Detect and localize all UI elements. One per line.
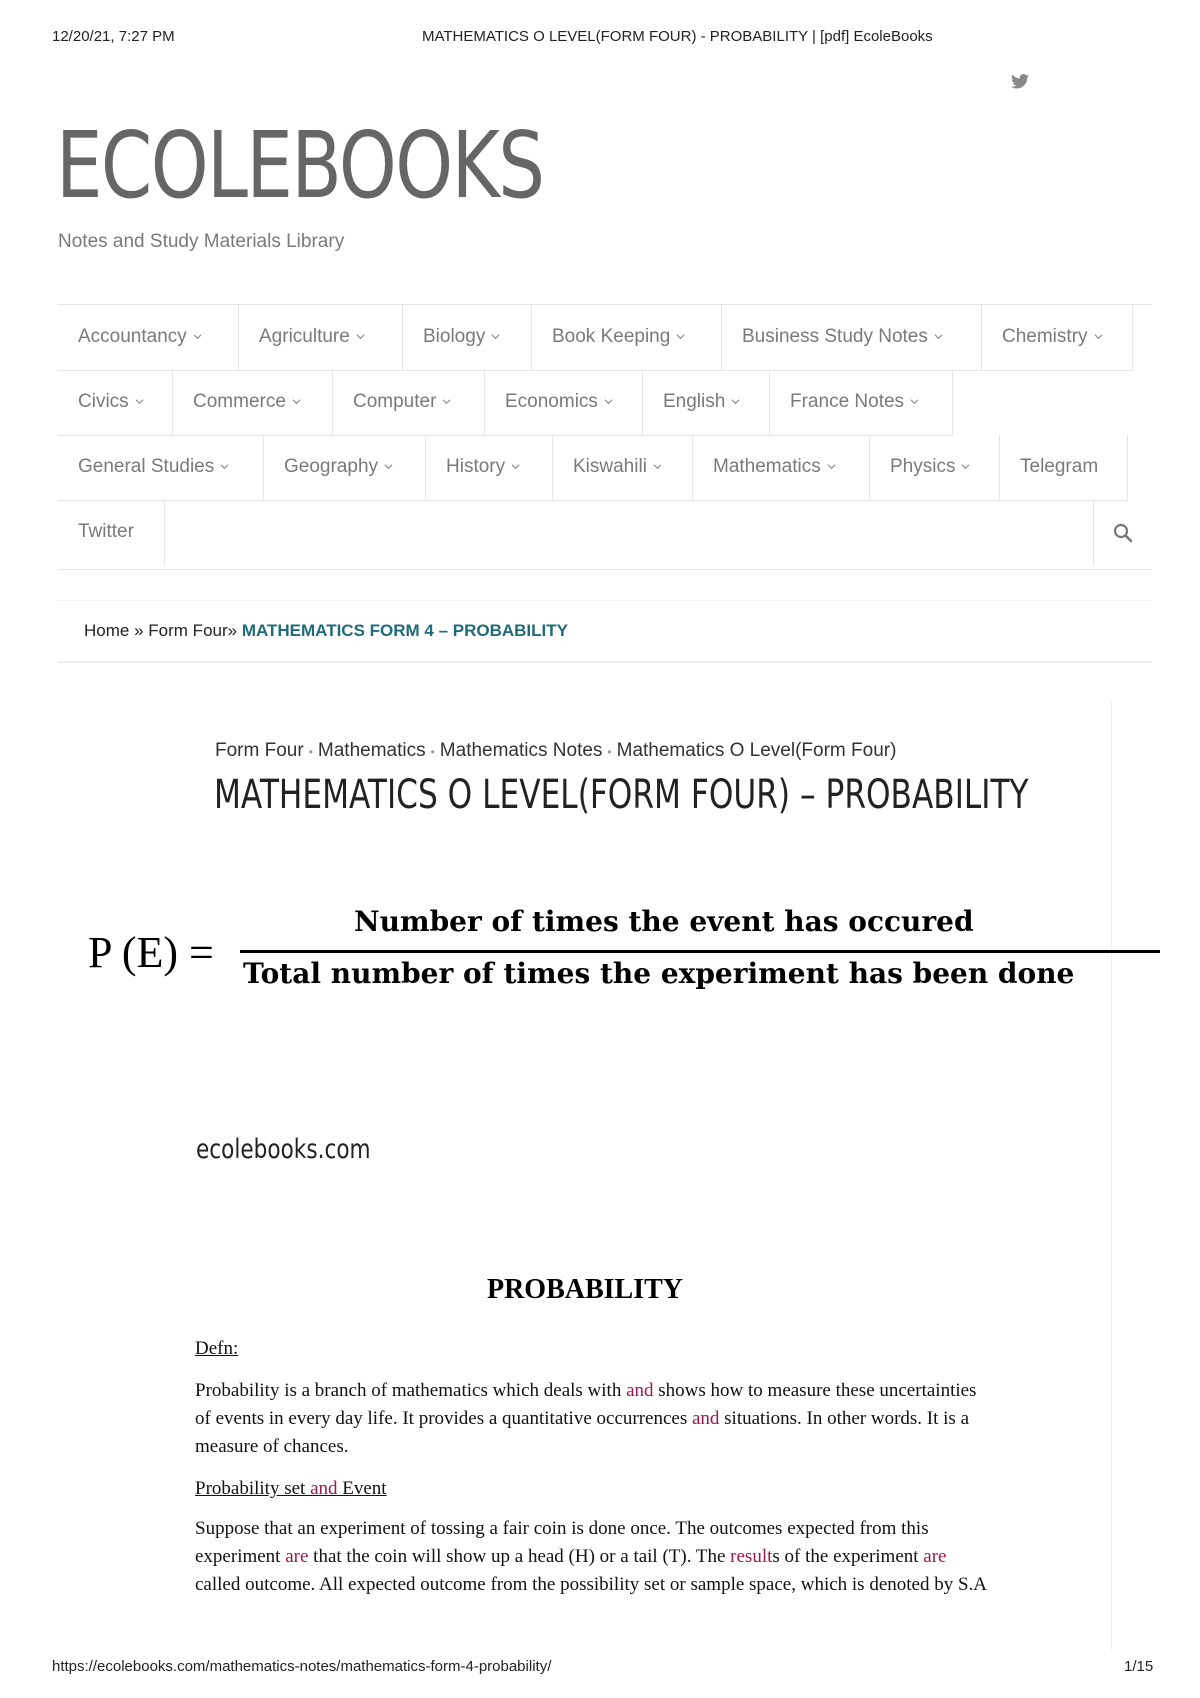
- watermark: ecolebooks.com: [196, 1134, 371, 1165]
- formula-lhs: P (E) =: [88, 928, 214, 977]
- text-run: shows how to measure these uncertainties of events in every day life. It provides a quantitative occurrences: [195, 1380, 977, 1429]
- nav-label: English: [663, 391, 726, 412]
- chevron-down-icon: [961, 462, 970, 471]
- section-title: PROBABILITY: [486, 1274, 684, 1305]
- category-link[interactable]: Form Four: [215, 740, 304, 761]
- nav-label: Twitter: [78, 521, 134, 542]
- nav-item-twitter[interactable]: [58, 500, 165, 565]
- nav-label: Physics: [890, 456, 956, 477]
- nav-item-computer[interactable]: [333, 370, 485, 435]
- nav-item-france-notes[interactable]: [770, 370, 953, 435]
- chevron-down-icon: [491, 332, 500, 341]
- nav-label: Computer: [353, 391, 437, 412]
- twitter-bird-icon: [1011, 74, 1029, 89]
- nav-item-geography[interactable]: [264, 435, 426, 500]
- breadcrumb-form-four[interactable]: Form Four: [148, 621, 228, 640]
- chevron-down-icon: [604, 397, 613, 406]
- nav-label: Book Keeping: [552, 326, 671, 347]
- chevron-down-icon: [511, 462, 520, 471]
- nav-item-accountancy[interactable]: [58, 305, 239, 370]
- nav-label: Commerce: [193, 391, 286, 412]
- chevron-down-icon: [193, 332, 202, 341]
- nav-label: Agriculture: [259, 326, 350, 347]
- formula-denominator: Total number of times the experiment has been done: [243, 957, 1075, 990]
- nav-label: Kiswahili: [573, 456, 647, 477]
- main-navigation: [58, 304, 1152, 570]
- nav-row-2: [58, 370, 953, 436]
- breadcrumb: [84, 621, 568, 641]
- nav-item-chemistry[interactable]: [982, 305, 1133, 370]
- chevron-down-icon: [934, 332, 943, 341]
- post-categories: [215, 740, 896, 762]
- chevron-down-icon: [1094, 332, 1103, 341]
- print-page-number: 1/15: [1124, 1658, 1154, 1675]
- nav-item-english[interactable]: [643, 370, 770, 435]
- nav-label: Economics: [505, 391, 598, 412]
- chevron-down-icon: [442, 397, 451, 406]
- nav-row-3: [58, 435, 1128, 501]
- chevron-down-icon: [653, 462, 662, 471]
- nav-label: Geography: [284, 456, 379, 477]
- chevron-down-icon: [910, 397, 919, 406]
- highlight-link[interactable]: are: [923, 1546, 947, 1567]
- content-divider: [1111, 700, 1112, 1650]
- chevron-down-icon: [384, 462, 393, 471]
- nav-item-business-study-notes[interactable]: [722, 305, 982, 370]
- nav-item-agriculture[interactable]: [239, 305, 403, 370]
- nav-label: General Studies: [78, 456, 215, 477]
- highlight-link[interactable]: and: [310, 1478, 338, 1499]
- text-run: called outcome. All expected outcome from the possibility set or sample space, which is denoted by S.A: [195, 1574, 988, 1595]
- nav-label: France Notes: [790, 391, 905, 412]
- chevron-down-icon: [292, 397, 301, 406]
- fraction-bar: [240, 950, 1160, 953]
- text-run: Event: [337, 1478, 387, 1499]
- category-link[interactable]: Mathematics: [317, 740, 426, 761]
- nav-label: Mathematics: [713, 456, 821, 477]
- category-separator: •: [308, 745, 313, 759]
- highlight-link[interactable]: result: [730, 1546, 773, 1567]
- nav-item-biology[interactable]: [403, 305, 532, 370]
- site-title[interactable]: ECOLEBOOKS: [56, 112, 544, 219]
- nav-label: Civics: [78, 391, 129, 412]
- search-icon: [1113, 523, 1133, 543]
- chevron-down-icon: [135, 397, 144, 406]
- print-page-title: MATHEMATICS O LEVEL(FORM FOUR) - PROBABILITY | [pdf] EcoleBooks: [422, 28, 933, 45]
- definition-paragraph: [195, 1377, 995, 1461]
- post-title: MATHEMATICS O LEVEL(FORM FOUR) – PROBABILITY: [214, 772, 1029, 818]
- highlight-link[interactable]: are: [285, 1546, 309, 1567]
- text-run: Probability is a branch of mathematics which deals with: [195, 1380, 627, 1401]
- nav-label: Business Study Notes: [742, 326, 928, 347]
- text-run: s of the experiment: [772, 1546, 924, 1567]
- text-run: Probability set: [195, 1478, 311, 1499]
- category-separator: •: [607, 745, 612, 759]
- outcome-paragraph: [195, 1515, 995, 1599]
- breadcrumb-home[interactable]: Home: [84, 621, 130, 640]
- breadcrumb-separator: »: [134, 621, 144, 640]
- nav-item-kiswahili[interactable]: [553, 435, 693, 500]
- nav-row-1: [58, 305, 1133, 371]
- nav-item-civics[interactable]: [58, 370, 173, 435]
- breadcrumb-bar: [58, 600, 1152, 663]
- site-tagline: Notes and Study Materials Library: [58, 231, 345, 252]
- twitter-icon[interactable]: [1011, 74, 1031, 92]
- probability-formula: [88, 905, 1088, 1005]
- formula-numerator-text: Number of times the event has occured: [354, 905, 974, 938]
- category-link[interactable]: Mathematics O Level(Form Four): [616, 740, 897, 761]
- search-button[interactable]: [1093, 500, 1152, 565]
- nav-item-economics[interactable]: [485, 370, 643, 435]
- nav-label: Chemistry: [1002, 326, 1088, 347]
- nav-item-commerce[interactable]: [173, 370, 333, 435]
- print-datetime: 12/20/21, 7:27 PM: [52, 28, 175, 45]
- chevron-down-icon: [676, 332, 685, 341]
- print-footer-url: https://ecolebooks.com/mathematics-notes/mathematics-form-4-probability/: [52, 1658, 552, 1675]
- category-link[interactable]: Mathematics Notes: [439, 740, 603, 761]
- nav-label: Accountancy: [78, 326, 187, 347]
- text-run: that the coin will show up a head (H) or a tail (T). The: [308, 1546, 731, 1567]
- breadcrumb-current: MATHEMATICS FORM 4 – PROBABILITY: [241, 621, 568, 640]
- nav-item-physics[interactable]: [870, 435, 1000, 500]
- nav-item-telegram[interactable]: [1000, 435, 1128, 500]
- nav-label: History: [446, 456, 506, 477]
- nav-item-mathematics[interactable]: [693, 435, 870, 500]
- highlight-link[interactable]: and: [626, 1380, 654, 1401]
- chevron-down-icon: [220, 462, 229, 471]
- highlight-link[interactable]: and: [691, 1408, 720, 1429]
- definition-label: Defn:: [195, 1338, 239, 1359]
- text-run: situations. In other words. It is a measure of chances.: [195, 1408, 970, 1457]
- nav-row-4: [58, 500, 1152, 565]
- text-run: Suppose that an experiment of tossing a fair coin is done once. The outcomes expected from this experiment: [195, 1518, 929, 1567]
- chevron-down-icon: [356, 332, 365, 341]
- category-separator: •: [430, 745, 435, 759]
- nav-item-general-studies[interactable]: [58, 435, 264, 500]
- subheading-probability-set: [195, 1475, 995, 1503]
- chevron-down-icon: [731, 397, 740, 406]
- nav-item-history[interactable]: [426, 435, 553, 500]
- nav-label: Biology: [423, 326, 486, 347]
- nav-label: Telegram: [1020, 456, 1099, 477]
- nav-item-book-keeping[interactable]: [532, 305, 722, 370]
- chevron-down-icon: [827, 462, 836, 471]
- breadcrumb-separator: »: [227, 621, 238, 640]
